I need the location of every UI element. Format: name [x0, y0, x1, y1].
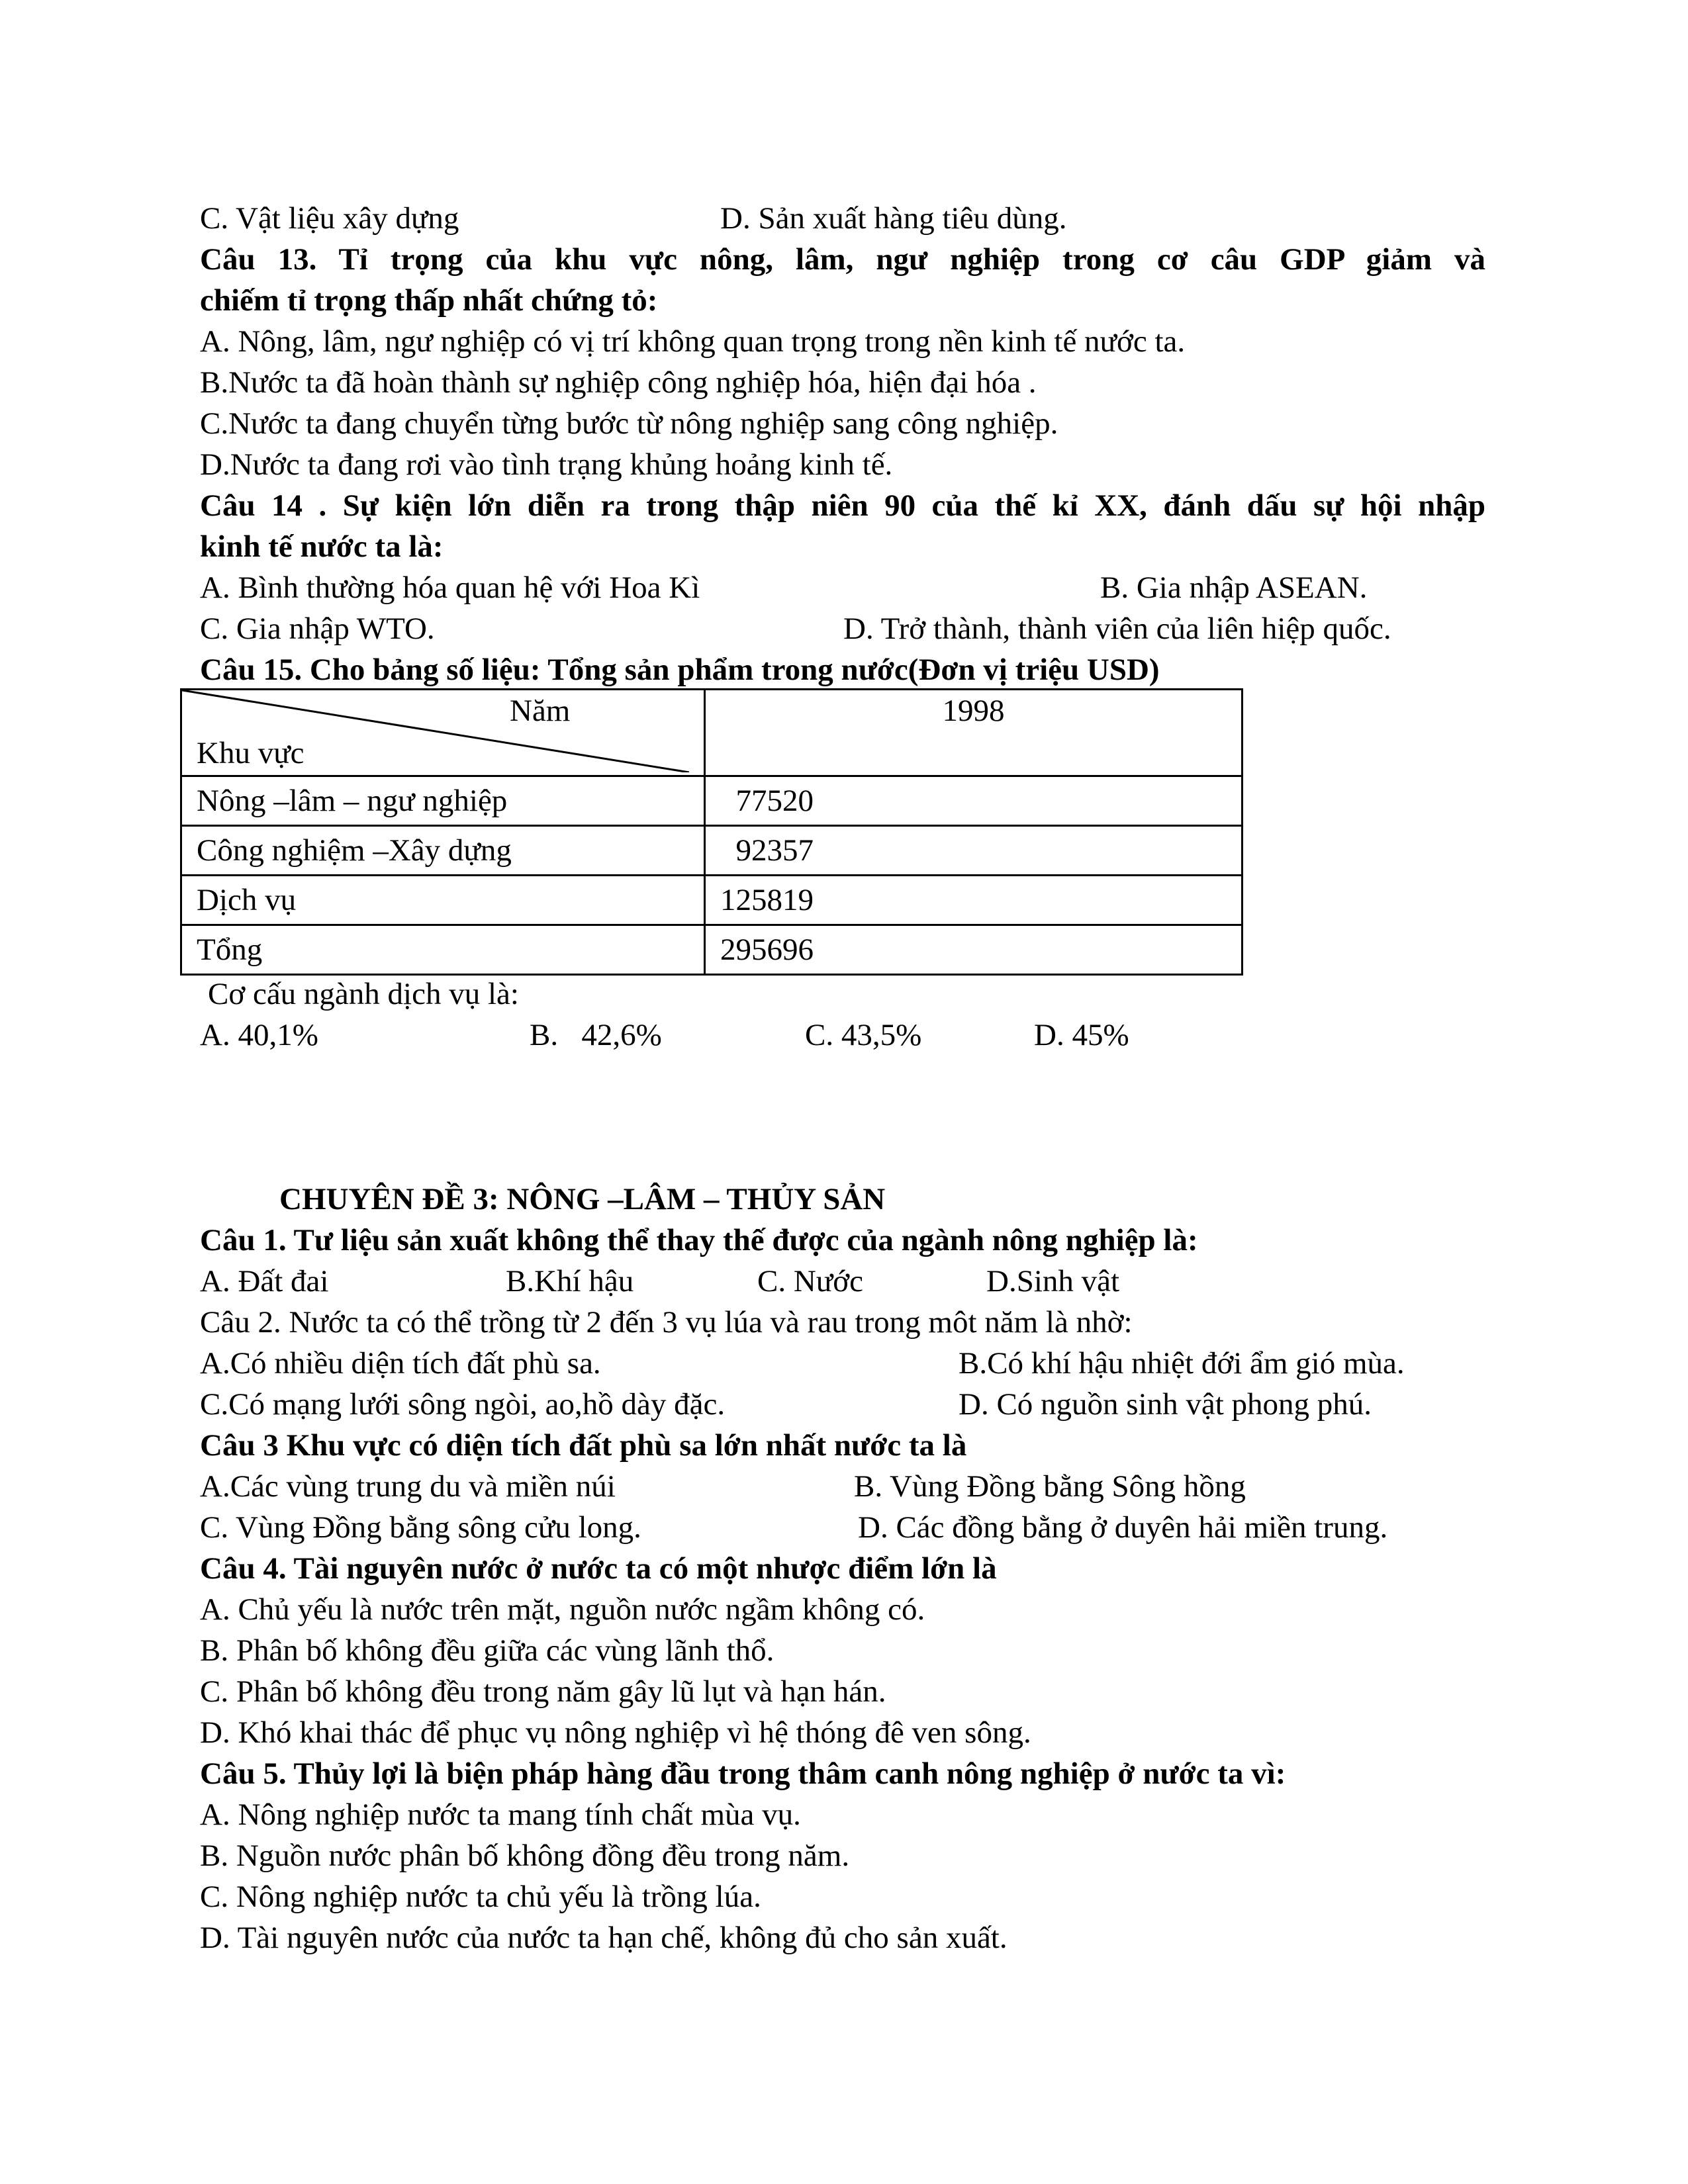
header-year-value: 1998: [705, 690, 1243, 776]
q15-title: Câu 15. Cho bảng số liệu: Tổng sản phẩm trong nước(Đơn vị triệu USD): [200, 653, 1160, 687]
q13-option-c: C.Nước ta đang chuyển từng bước từ nông nghiệp sang công nghiệp.: [200, 406, 1058, 441]
s3q4-option-d: D. Khó khai thác để phục vụ nông nghiệp vì hệ thóng đê ven sông.: [200, 1715, 1031, 1750]
s3q1-option-a: A. Đất đai: [200, 1264, 329, 1298]
table-row: [181, 876, 1243, 925]
s3q5-option-a: A. Nông nghiệp nước ta mang tính chất mùa vụ.: [200, 1797, 801, 1832]
s3q4-option-c: C. Phân bố không đều trong năm gây lũ lụt và hạn hán.: [200, 1674, 886, 1709]
s3q2-option-d: D. Có nguồn sinh vật phong phú.: [959, 1387, 1372, 1422]
s3q5-option-c: C. Nông nghiệp nước ta chủ yếu là trồng lúa.: [200, 1880, 761, 1914]
row-value: 125819: [705, 876, 1243, 925]
s3q4-title: Câu 4. Tài nguyên nước ở nước ta có một nhược điểm lớn là: [200, 1551, 997, 1586]
s3q1-option-b: B.Khí hậu: [506, 1264, 634, 1298]
row-label: Tổng: [181, 925, 705, 975]
row-value: 77520: [705, 776, 1243, 826]
prev-option-d: D. Sản xuất hàng tiêu dùng.: [720, 201, 1067, 236]
s3q2-option-b: B.Có khí hậu nhiệt đới ẩm gió mùa.: [959, 1346, 1405, 1381]
q14-title-line2: kinh tế nước ta là:: [200, 529, 444, 564]
q15-option-a: A. 40,1%: [200, 1018, 318, 1052]
s3q1-option-c: C. Nước: [757, 1264, 863, 1298]
q15-option-d: D. 45%: [1034, 1018, 1129, 1052]
q14-title-line1: Câu 14 . Sự kiện lớn diễn ra trong thập niên 90 của thế kỉ XX, đánh dấu sự hội nhập: [200, 488, 1485, 523]
s3q5-title: Câu 5. Thủy lợi là biện pháp hàng đầu trong thâm canh nông nghiệp ở nước ta vì:: [200, 1756, 1286, 1791]
header-year-label: Năm: [510, 694, 571, 728]
q13-title-line2: chiếm tỉ trọng thấp nhất chứng tỏ:: [200, 283, 658, 318]
table-row: [181, 925, 1243, 975]
row-value: 295696: [705, 925, 1243, 975]
table-row: [181, 826, 1243, 876]
table-header-row: [181, 690, 1243, 776]
row-label: Nông –lâm – ngư nghiệp: [181, 776, 705, 826]
prev-option-c: C. Vật liệu xây dựng: [200, 201, 459, 236]
s3q3-option-d: D. Các đồng bằng ở duyên hải miền trung.: [858, 1510, 1388, 1545]
s3q1-option-d: D.Sinh vật: [986, 1264, 1120, 1298]
s3q4-option-b: B. Phân bố không đều giữa các vùng lãnh thổ.: [200, 1633, 774, 1668]
s3q3-title: Câu 3 Khu vực có diện tích đất phù sa lớn nhất nước ta là: [200, 1428, 967, 1463]
q13-title-line1: Câu 13. Tỉ trọng của khu vực nông, lâm, ngư nghiệp trong cơ câu GDP giảm và: [200, 242, 1485, 277]
s3q2-option-a: A.Có nhiều diện tích đất phù sa.: [200, 1346, 601, 1381]
table-row: [181, 776, 1243, 826]
s3q5-option-b: B. Nguồn nước phân bố không đồng đều trong năm.: [200, 1839, 850, 1873]
table-diagonal-header: [181, 690, 705, 776]
q14-option-b: B. Gia nhập ASEAN.: [1100, 570, 1368, 605]
s3q3-option-c: C. Vùng Đồng bằng sông cửu long.: [200, 1510, 641, 1545]
section-title: CHUYÊN ĐỀ 3: NÔNG –LÂM – THỦY SẢN: [279, 1182, 886, 1216]
q14-option-a: A. Bình thường hóa quan hệ với Hoa Kì: [200, 570, 700, 605]
q15-option-c: C. 43,5%: [805, 1018, 922, 1052]
row-label: Dịch vụ: [181, 876, 705, 925]
s3q5-option-d: D. Tài nguyên nước của nước ta hạn chế, không đủ cho sản xuất.: [200, 1921, 1008, 1955]
q15-option-b: B. 42,6%: [530, 1018, 662, 1052]
q14-option-c: C. Gia nhập WTO.: [200, 612, 435, 646]
s3q2-title: Câu 2. Nước ta có thể trồng từ 2 đến 3 vụ lúa và rau trong môt năm là nhờ:: [200, 1305, 1133, 1340]
s3q4-option-a: A. Chủ yếu là nước trên mặt, nguồn nước ngầm không có.: [200, 1592, 925, 1627]
q13-option-d: D.Nước ta đang rơi vào tình trạng khủng hoảng kinh tế.: [200, 447, 893, 482]
q13-option-b: B.Nước ta đã hoàn thành sự nghiệp công nghiệp hóa, hiện đại hóa .: [200, 365, 1037, 400]
gdp-table: [180, 688, 1243, 976]
row-value: 92357: [705, 826, 1243, 876]
q13-option-a: A. Nông, lâm, ngư nghiệp có vị trí không quan trọng trong nền kinh tế nước ta.: [200, 324, 1186, 359]
header-sector-label: Khu vực: [197, 736, 305, 770]
q15-prompt: Cơ cấu ngành dịch vụ là:: [208, 977, 519, 1011]
row-label: Công nghiệm –Xây dựng: [181, 826, 705, 876]
s3q1-title: Câu 1. Tư liệu sản xuất không thể thay thế được của ngành nông nghiệp là:: [200, 1223, 1198, 1257]
s3q3-option-b: B. Vùng Đồng bằng Sông hồng: [854, 1469, 1246, 1504]
q14-option-d: D. Trở thành, thành viên của liên hiệp quốc.: [843, 612, 1391, 646]
s3q3-option-a: A.Các vùng trung du và miền núi: [200, 1469, 616, 1504]
s3q2-option-c: C.Có mạng lưới sông ngòi, ao,hồ dày đặc.: [200, 1387, 726, 1422]
